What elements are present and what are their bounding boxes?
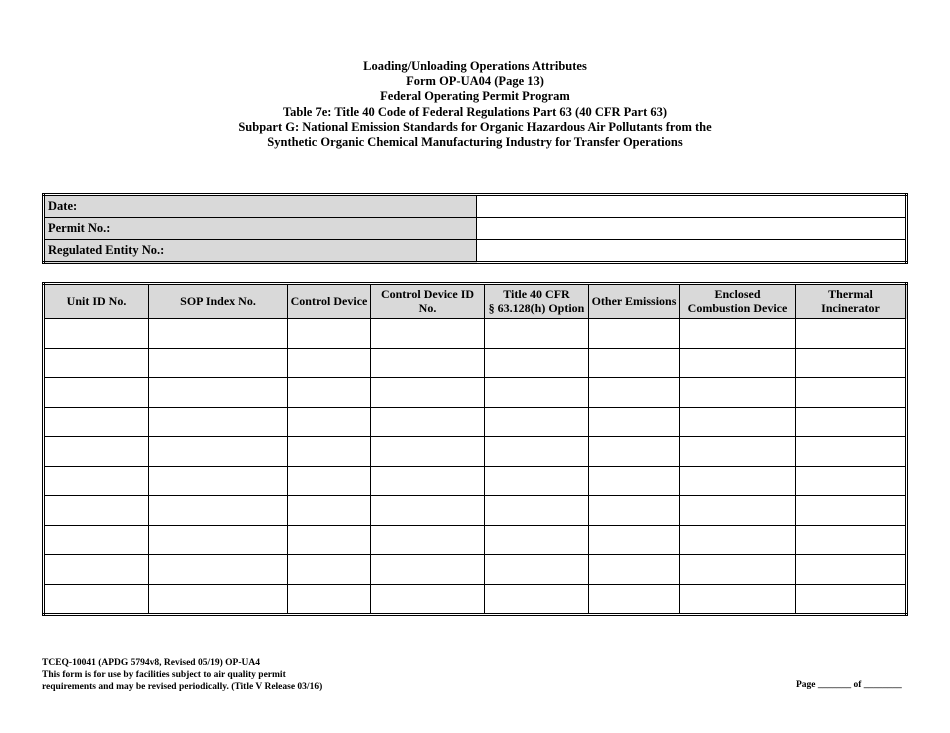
table-cell[interactable]	[149, 348, 288, 378]
table-cell[interactable]	[680, 555, 796, 585]
table-cell[interactable]	[371, 496, 485, 526]
identification-table	[42, 193, 908, 264]
entity-row	[44, 240, 907, 263]
table-cell[interactable]	[371, 437, 485, 467]
table-cell[interactable]	[796, 348, 907, 378]
table-cell[interactable]	[288, 437, 371, 467]
table-cell[interactable]	[796, 555, 907, 585]
table-cell[interactable]	[796, 437, 907, 467]
table-row	[44, 555, 907, 585]
table-cell[interactable]	[796, 378, 907, 408]
table-cell[interactable]	[288, 407, 371, 437]
table-row	[44, 496, 907, 526]
table-cell[interactable]	[485, 525, 589, 555]
table-cell[interactable]	[680, 584, 796, 615]
table-cell[interactable]	[796, 496, 907, 526]
table-cell[interactable]	[371, 407, 485, 437]
table-cell[interactable]	[589, 525, 680, 555]
col-header-sop-index: SOP Index No.	[149, 284, 288, 319]
table-cell[interactable]	[371, 348, 485, 378]
table-body	[44, 319, 907, 615]
entity-field[interactable]	[477, 240, 907, 263]
table-cell[interactable]	[485, 466, 589, 496]
table-row	[44, 525, 907, 555]
form-header	[0, 59, 950, 150]
table-cell[interactable]	[796, 407, 907, 437]
date-row	[44, 195, 907, 218]
table-cell[interactable]	[680, 348, 796, 378]
table-cell[interactable]	[149, 555, 288, 585]
table-cell[interactable]	[44, 407, 149, 437]
table-cell[interactable]	[796, 466, 907, 496]
table-cell[interactable]	[371, 466, 485, 496]
table-cell[interactable]	[485, 319, 589, 349]
table-cell[interactable]	[288, 466, 371, 496]
date-label: Date:	[44, 195, 477, 218]
table-cell[interactable]	[149, 466, 288, 496]
table-cell[interactable]	[371, 378, 485, 408]
table-cell[interactable]	[288, 555, 371, 585]
table-cell[interactable]	[371, 319, 485, 349]
table-cell[interactable]	[44, 319, 149, 349]
table-cell[interactable]	[589, 348, 680, 378]
table-cell[interactable]	[44, 555, 149, 585]
col-header-thermal-incinerator: Thermal Incinerator	[796, 284, 907, 319]
permit-row	[44, 218, 907, 240]
col-header-unit-id: Unit ID No.	[44, 284, 149, 319]
form-number: Form OP-UA04 (Page 13)	[406, 74, 544, 89]
table-cell[interactable]	[589, 496, 680, 526]
table-cell[interactable]	[288, 348, 371, 378]
form-title: Loading/Unloading Operations Attributes	[363, 59, 587, 73]
table-cell[interactable]	[44, 437, 149, 467]
table-cell[interactable]	[371, 555, 485, 585]
table-cell[interactable]	[485, 584, 589, 615]
table-cell[interactable]	[149, 525, 288, 555]
table-row	[44, 348, 907, 378]
date-field[interactable]	[477, 195, 907, 218]
table-cell[interactable]	[796, 525, 907, 555]
table-cell[interactable]	[149, 319, 288, 349]
table-row	[44, 466, 907, 496]
table-cell[interactable]	[149, 407, 288, 437]
table-cell[interactable]	[680, 319, 796, 349]
header-row	[44, 284, 907, 319]
form-footer	[42, 657, 322, 693]
table-cell[interactable]	[288, 319, 371, 349]
table-cell[interactable]	[485, 555, 589, 585]
permit-label: Permit No.:	[44, 218, 477, 240]
table-cell[interactable]	[680, 496, 796, 526]
table-cell[interactable]	[589, 319, 680, 349]
form-id: TCEQ-10041 (APDG 5794v8, Revised 05/19) OP-UA4	[42, 658, 260, 668]
table-cell[interactable]	[149, 496, 288, 526]
table-cell[interactable]	[680, 437, 796, 467]
table-cell[interactable]	[485, 407, 589, 437]
table-cell[interactable]	[44, 496, 149, 526]
table-cell[interactable]	[589, 407, 680, 437]
title40-line1: Title 40 CFR	[503, 287, 570, 301]
table-row	[44, 319, 907, 349]
attributes-table	[42, 282, 908, 616]
table-cell[interactable]	[680, 525, 796, 555]
col-header-control-device: Control Device	[288, 284, 371, 319]
table-cell[interactable]	[680, 466, 796, 496]
col-header-enclosed-combustion: Enclosed Combustion Device	[680, 284, 796, 319]
table-cell[interactable]	[589, 378, 680, 408]
footer-note-line1: This form is for use by facilities subject to air quality permit	[42, 670, 286, 680]
table-cell[interactable]	[44, 466, 149, 496]
entity-label: Regulated Entity No.:	[44, 240, 477, 263]
table-cell[interactable]	[288, 584, 371, 615]
table-cell[interactable]	[149, 437, 288, 467]
col-header-title40-option	[485, 284, 589, 319]
table-cell[interactable]	[288, 496, 371, 526]
table-cell[interactable]	[680, 378, 796, 408]
subpart-title-line2: Synthetic Organic Chemical Manufacturing Industry for Transfer Operations	[267, 135, 683, 150]
table-row	[44, 584, 907, 615]
table-cell[interactable]	[796, 319, 907, 349]
table-cell[interactable]	[371, 584, 485, 615]
table-cell[interactable]	[44, 378, 149, 408]
program-name: Federal Operating Permit Program	[380, 89, 570, 104]
table-cell[interactable]	[485, 348, 589, 378]
page-number: Page _______ of ________	[796, 680, 902, 690]
footer-note-line2: requirements and may be revised periodically. (Title V Release 03/16)	[42, 682, 323, 692]
table-cell[interactable]	[371, 525, 485, 555]
table-row	[44, 437, 907, 467]
table-cell[interactable]	[485, 437, 589, 467]
table-cell[interactable]	[589, 584, 680, 615]
table-row	[44, 378, 907, 408]
table-cell[interactable]	[44, 525, 149, 555]
table-cell[interactable]	[485, 496, 589, 526]
table-cell[interactable]	[589, 437, 680, 467]
table-cell[interactable]	[589, 555, 680, 585]
table-row	[44, 407, 907, 437]
permit-field[interactable]	[477, 218, 907, 240]
table-cell[interactable]	[796, 584, 907, 615]
table-cell[interactable]	[680, 407, 796, 437]
table-cell[interactable]	[288, 525, 371, 555]
table-cell[interactable]	[589, 466, 680, 496]
title40-line2: § 63.128(h) Option	[488, 300, 585, 315]
subpart-title-line1: Subpart G: National Emission Standards for Organic Hazardous Air Pollutants from the	[238, 119, 712, 134]
table-title: Table 7e: Title 40 Code of Federal Regulations Part 63 (40 CFR Part 63)	[282, 104, 668, 119]
table-cell[interactable]	[149, 584, 288, 615]
table-cell[interactable]	[288, 378, 371, 408]
table-cell[interactable]	[485, 378, 589, 408]
col-header-control-device-id: Control Device ID No.	[371, 284, 485, 319]
table-cell[interactable]	[44, 584, 149, 615]
table-cell[interactable]	[149, 378, 288, 408]
col-header-other-emissions: Other Emissions	[589, 284, 680, 319]
table-cell[interactable]	[44, 348, 149, 378]
